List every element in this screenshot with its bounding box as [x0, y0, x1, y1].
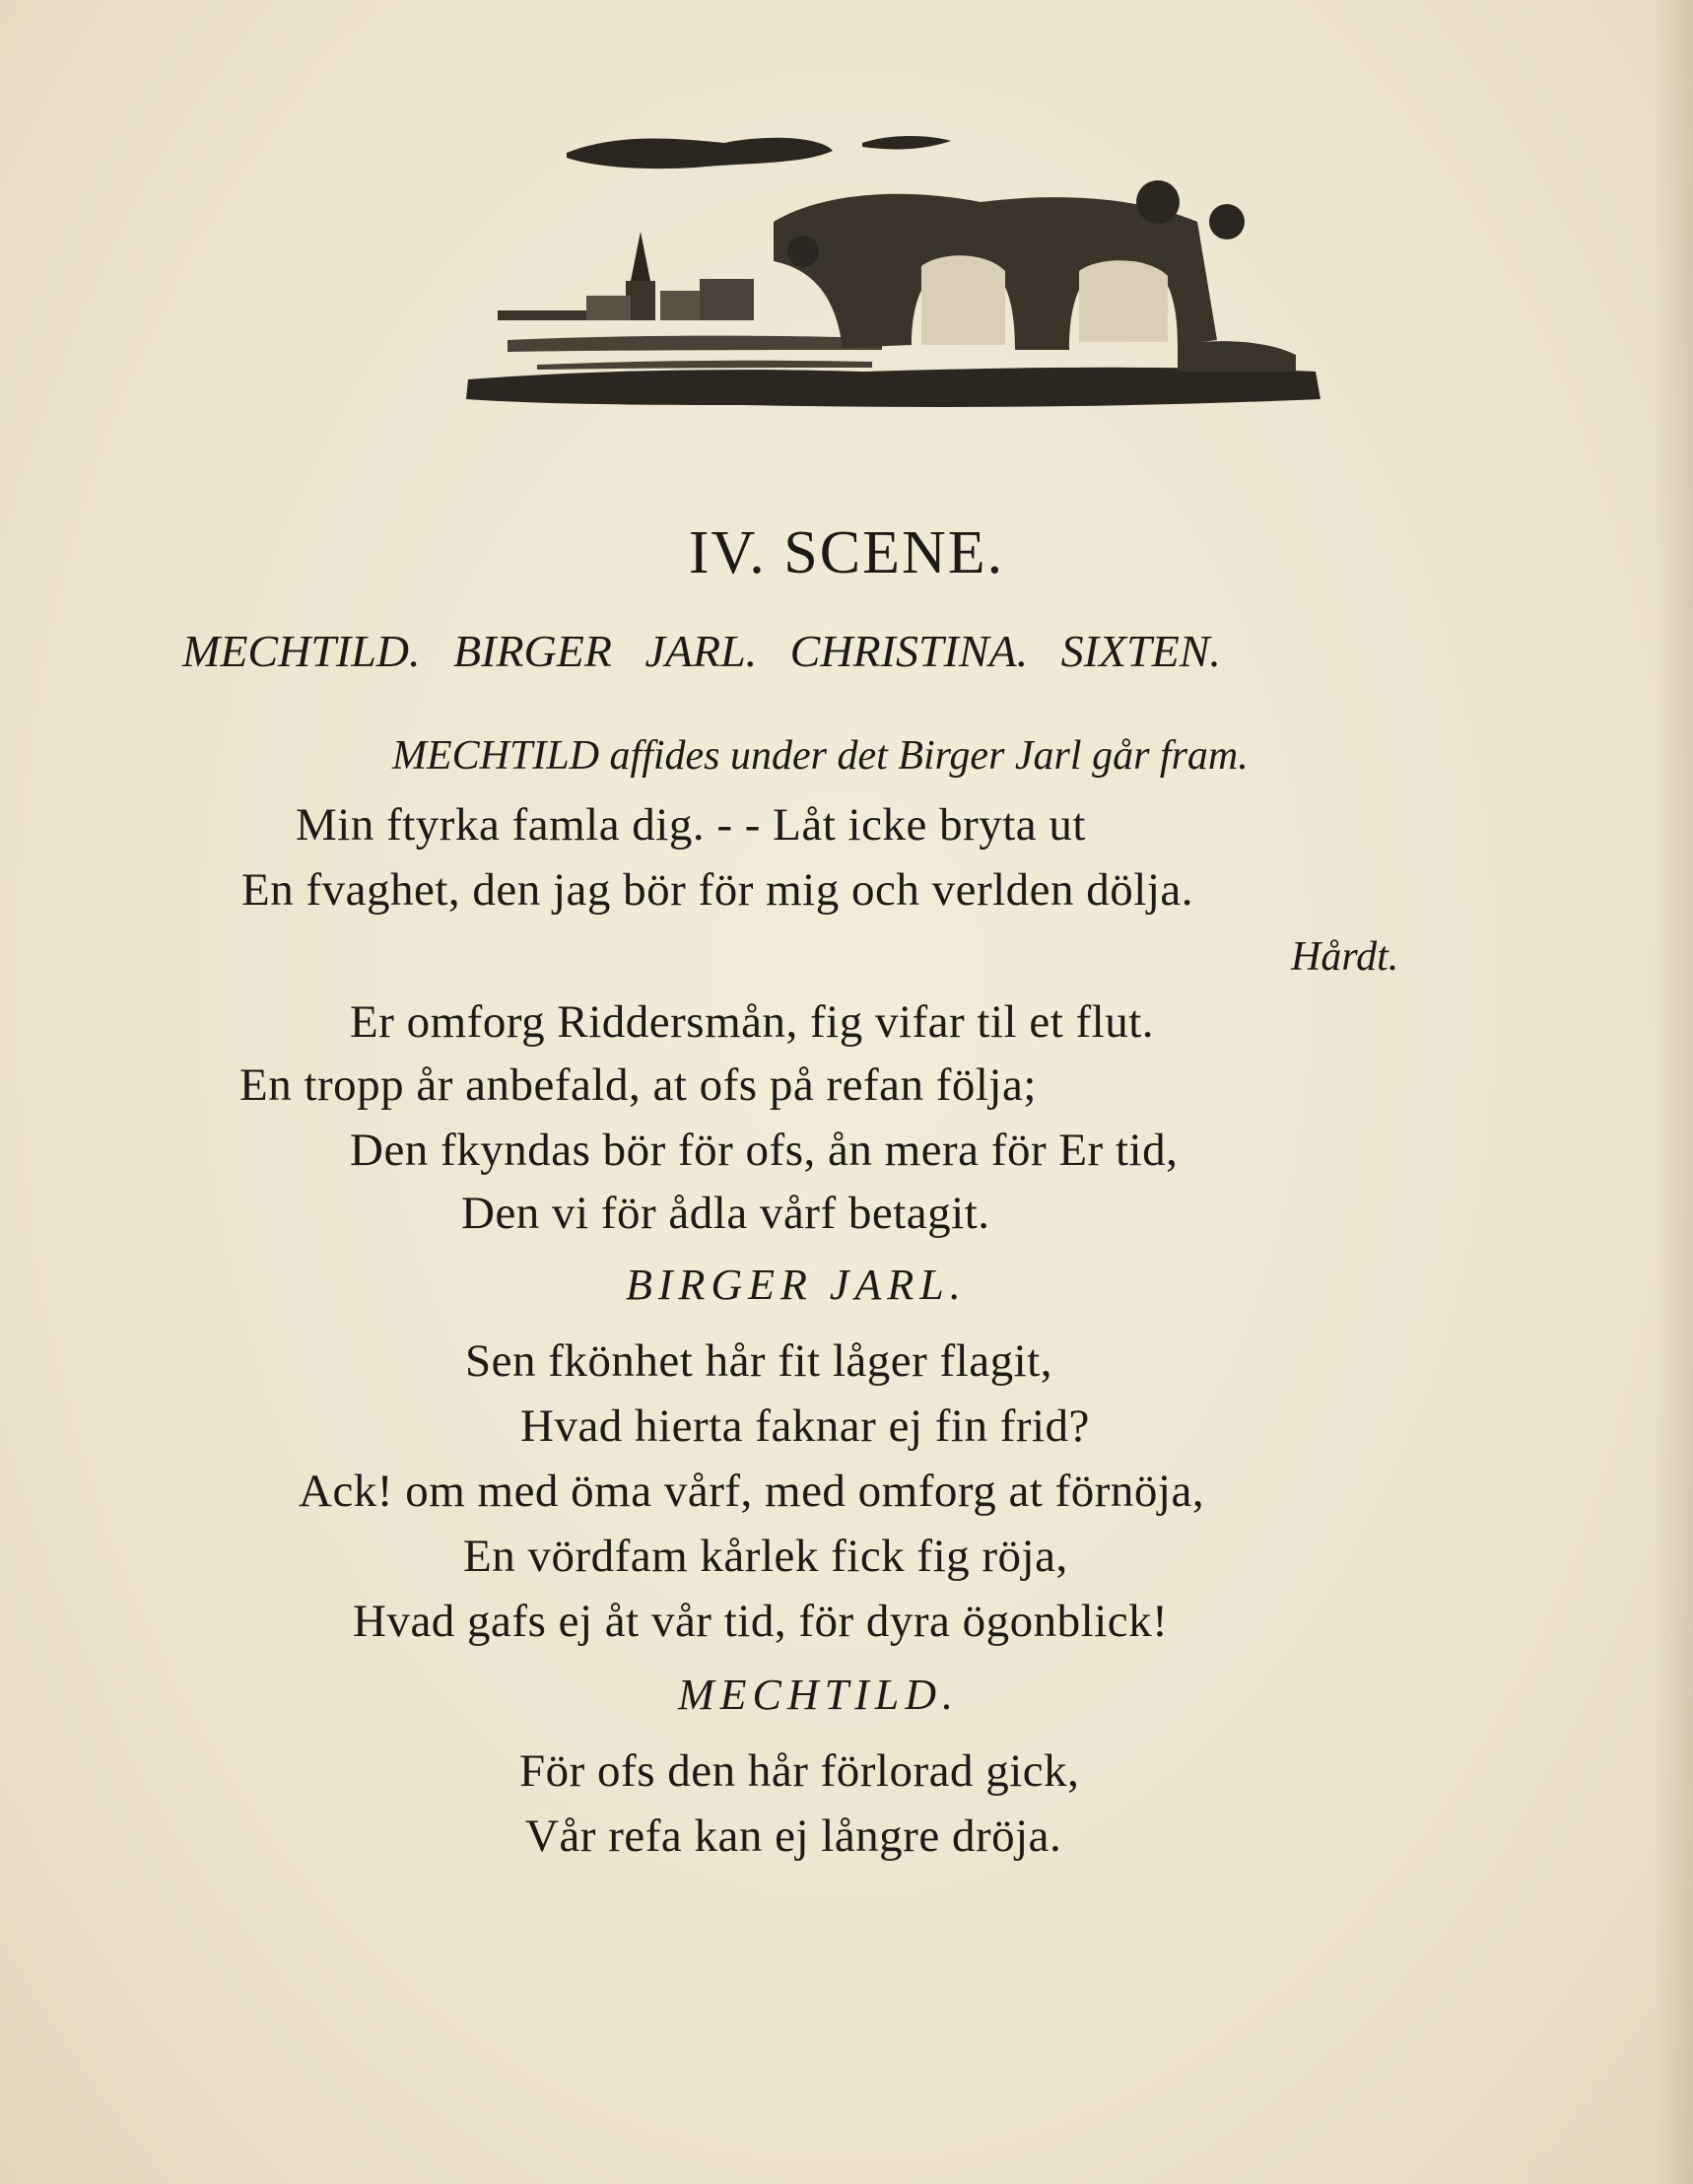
verse-line: Sen fkönhet hår fit låger flagit,	[465, 1335, 1052, 1387]
verse-line: Hvad hierta faknar ej fin frid?	[520, 1400, 1090, 1452]
verse-line: Vår refa kan ej långre dröja.	[525, 1810, 1062, 1862]
stage-direction-hardt: Hårdt.	[1291, 934, 1399, 980]
verse-line: En fvaghet, den jag bör för mig och verlden dölja.	[241, 864, 1194, 916]
woodcut-ruins-icon	[448, 113, 1335, 419]
verse-line: En tropp år anbefald, at ofs på refan följa;	[239, 1059, 1037, 1111]
verse-line: Min ftyrka famla dig. - - Låt icke bryta ut	[296, 799, 1086, 851]
scene-title: IV. SCENE.	[688, 519, 1005, 586]
page-gutter-shadow	[1654, 0, 1693, 2184]
verse-line: Ack! om med öma vårf, med omforg at förnöja,	[299, 1466, 1205, 1517]
verse-line: En vördfam kårlek fick fig röja,	[463, 1531, 1068, 1582]
speaker-birger-jarl: BIRGER JARL.	[626, 1261, 967, 1309]
verse-line: För ofs den hår förlorad gick,	[519, 1745, 1080, 1797]
stage-direction: MECHTILD affides under det Birger Jarl går fram.	[392, 733, 1249, 779]
verse-line: Er omforg Riddersmån, fig vifar til et flut.	[350, 996, 1155, 1048]
verse-line: Hvad gafs ej åt vår tid, för dyra ögonblick!	[353, 1596, 1169, 1647]
verse-line: Den fkyndas bör för ofs, ån mera för Er tid,	[350, 1125, 1179, 1176]
verse-line: Den vi för ådla vårf betagit.	[461, 1188, 990, 1239]
cast-list: MECHTILD. BIRGER JARL. CHRISTINA. SIXTEN.	[182, 626, 1221, 676]
speaker-mechtild: MECHTILD.	[678, 1671, 960, 1719]
